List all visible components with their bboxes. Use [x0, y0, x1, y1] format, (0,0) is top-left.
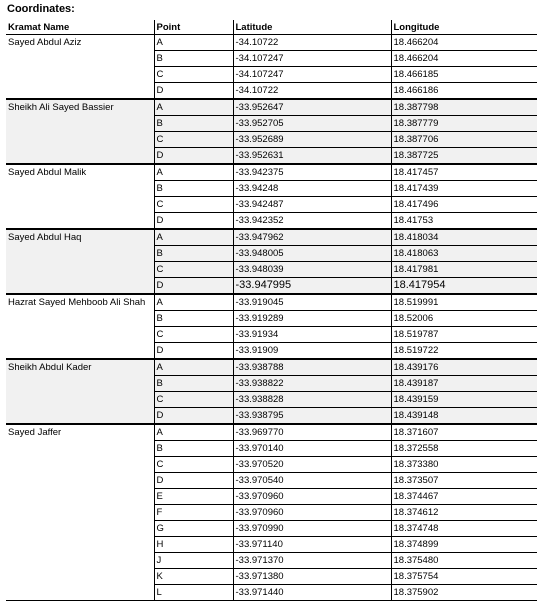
kramat-name-cell: Sayed Abdul Aziz [6, 35, 154, 100]
longitude-cell: 18.374899 [391, 537, 537, 553]
point-cell: A [154, 164, 233, 181]
longitude-cell: 18.387706 [391, 132, 537, 148]
latitude-cell: -33.970960 [233, 489, 391, 505]
longitude-cell: 18.375754 [391, 569, 537, 585]
longitude-cell: 18.466186 [391, 83, 537, 100]
longitude-cell: 18.52006 [391, 311, 537, 327]
longitude-cell: 18.519722 [391, 343, 537, 360]
point-cell: D [154, 473, 233, 489]
point-cell: D [154, 148, 233, 165]
point-cell: J [154, 553, 233, 569]
latitude-cell: -33.952631 [233, 148, 391, 165]
latitude-cell: -33.952689 [233, 132, 391, 148]
kramat-name-cell: Sayed Abdul Malik [6, 164, 154, 229]
table-header-row [6, 20, 537, 35]
latitude-cell: -34.107247 [233, 67, 391, 83]
longitude-cell: 18.417457 [391, 164, 537, 181]
point-cell: C [154, 262, 233, 278]
longitude-cell: 18.418034 [391, 229, 537, 246]
table-body [6, 35, 537, 601]
longitude-cell: 18.374467 [391, 489, 537, 505]
point-cell: B [154, 181, 233, 197]
longitude-cell: 18.373507 [391, 473, 537, 489]
latitude-cell: -33.919045 [233, 294, 391, 311]
point-cell: C [154, 392, 233, 408]
point-cell: A [154, 294, 233, 311]
point-cell: A [154, 99, 233, 116]
point-cell: D [154, 278, 233, 295]
longitude-cell: 18.439176 [391, 359, 537, 376]
latitude-cell: -33.938822 [233, 376, 391, 392]
latitude-cell: -33.942487 [233, 197, 391, 213]
column-header-longitude: Longitude [391, 20, 537, 35]
kramat-name-cell: Hazrat Sayed Mehboob Ali Shah [6, 294, 154, 359]
latitude-cell: -33.942375 [233, 164, 391, 181]
latitude-cell: -33.948005 [233, 246, 391, 262]
point-cell: B [154, 441, 233, 457]
point-cell: B [154, 116, 233, 132]
kramat-name-cell: Sayed Abdul Haq [6, 229, 154, 294]
longitude-cell: 18.375480 [391, 553, 537, 569]
point-cell: D [154, 83, 233, 100]
longitude-cell: 18.439159 [391, 392, 537, 408]
longitude-cell: 18.417981 [391, 262, 537, 278]
point-cell: A [154, 424, 233, 441]
longitude-cell: 18.373380 [391, 457, 537, 473]
longitude-cell: 18.466204 [391, 51, 537, 67]
longitude-cell: 18.417954 [391, 278, 537, 295]
point-cell: B [154, 51, 233, 67]
latitude-cell: -33.971370 [233, 553, 391, 569]
latitude-cell: -33.94248 [233, 181, 391, 197]
longitude-cell: 18.387779 [391, 116, 537, 132]
latitude-cell: -33.91934 [233, 327, 391, 343]
point-cell: C [154, 457, 233, 473]
table-row [6, 359, 537, 376]
longitude-cell: 18.387798 [391, 99, 537, 116]
kramat-name-cell: Sheikh Abdul Kader [6, 359, 154, 424]
latitude-cell: -33.971440 [233, 585, 391, 601]
latitude-cell: -33.91909 [233, 343, 391, 360]
point-cell: C [154, 327, 233, 343]
longitude-cell: 18.375902 [391, 585, 537, 601]
latitude-cell: -33.971380 [233, 569, 391, 585]
point-cell: D [154, 213, 233, 230]
section-heading: Coordinates: [7, 3, 75, 15]
longitude-cell: 18.371607 [391, 424, 537, 441]
point-cell: E [154, 489, 233, 505]
longitude-cell: 18.466185 [391, 67, 537, 83]
point-cell: B [154, 376, 233, 392]
latitude-cell: -34.107247 [233, 51, 391, 67]
table-row [6, 99, 537, 116]
coordinates-table [6, 20, 537, 601]
longitude-cell: 18.418063 [391, 246, 537, 262]
point-cell: B [154, 246, 233, 262]
longitude-cell: 18.519787 [391, 327, 537, 343]
point-cell: A [154, 229, 233, 246]
table-row [6, 294, 537, 311]
longitude-cell: 18.41753 [391, 213, 537, 230]
latitude-cell: -33.948039 [233, 262, 391, 278]
latitude-cell: -33.938788 [233, 359, 391, 376]
point-cell: D [154, 343, 233, 360]
latitude-cell: -33.942352 [233, 213, 391, 230]
table-row [6, 164, 537, 181]
point-cell: K [154, 569, 233, 585]
table-row [6, 424, 537, 441]
latitude-cell: -33.938795 [233, 408, 391, 425]
kramat-name-cell: Sheikh Ali Sayed Bassier [6, 99, 154, 164]
latitude-cell: -33.970990 [233, 521, 391, 537]
longitude-cell: 18.519991 [391, 294, 537, 311]
latitude-cell: -33.970540 [233, 473, 391, 489]
point-cell: D [154, 408, 233, 425]
latitude-cell: -33.970520 [233, 457, 391, 473]
point-cell: C [154, 67, 233, 83]
latitude-cell: -34.10722 [233, 83, 391, 100]
point-cell: G [154, 521, 233, 537]
latitude-cell: -33.970960 [233, 505, 391, 521]
column-header-kramat-name: Kramat Name [6, 20, 154, 35]
longitude-cell: 18.417439 [391, 181, 537, 197]
latitude-cell: -33.971140 [233, 537, 391, 553]
table-row [6, 35, 537, 51]
latitude-cell: -33.919289 [233, 311, 391, 327]
point-cell: A [154, 359, 233, 376]
longitude-cell: 18.387725 [391, 148, 537, 165]
point-cell: H [154, 537, 233, 553]
kramat-name-cell: Sayed Jaffer [6, 424, 154, 601]
point-cell: C [154, 132, 233, 148]
longitude-cell: 18.374748 [391, 521, 537, 537]
latitude-cell: -33.947962 [233, 229, 391, 246]
longitude-cell: 18.439187 [391, 376, 537, 392]
point-cell: L [154, 585, 233, 601]
column-header-point: Point [154, 20, 233, 35]
point-cell: A [154, 35, 233, 51]
latitude-cell: -34.10722 [233, 35, 391, 51]
longitude-cell: 18.439148 [391, 408, 537, 425]
latitude-cell: -33.952647 [233, 99, 391, 116]
latitude-cell: -33.970140 [233, 441, 391, 457]
latitude-cell: -33.947995 [233, 278, 391, 295]
longitude-cell: 18.374612 [391, 505, 537, 521]
point-cell: B [154, 311, 233, 327]
latitude-cell: -33.938828 [233, 392, 391, 408]
longitude-cell: 18.466204 [391, 35, 537, 51]
longitude-cell: 18.372558 [391, 441, 537, 457]
latitude-cell: -33.952705 [233, 116, 391, 132]
point-cell: C [154, 197, 233, 213]
latitude-cell: -33.969770 [233, 424, 391, 441]
column-header-latitude: Latitude [233, 20, 391, 35]
point-cell: F [154, 505, 233, 521]
longitude-cell: 18.417496 [391, 197, 537, 213]
table-row [6, 229, 537, 246]
